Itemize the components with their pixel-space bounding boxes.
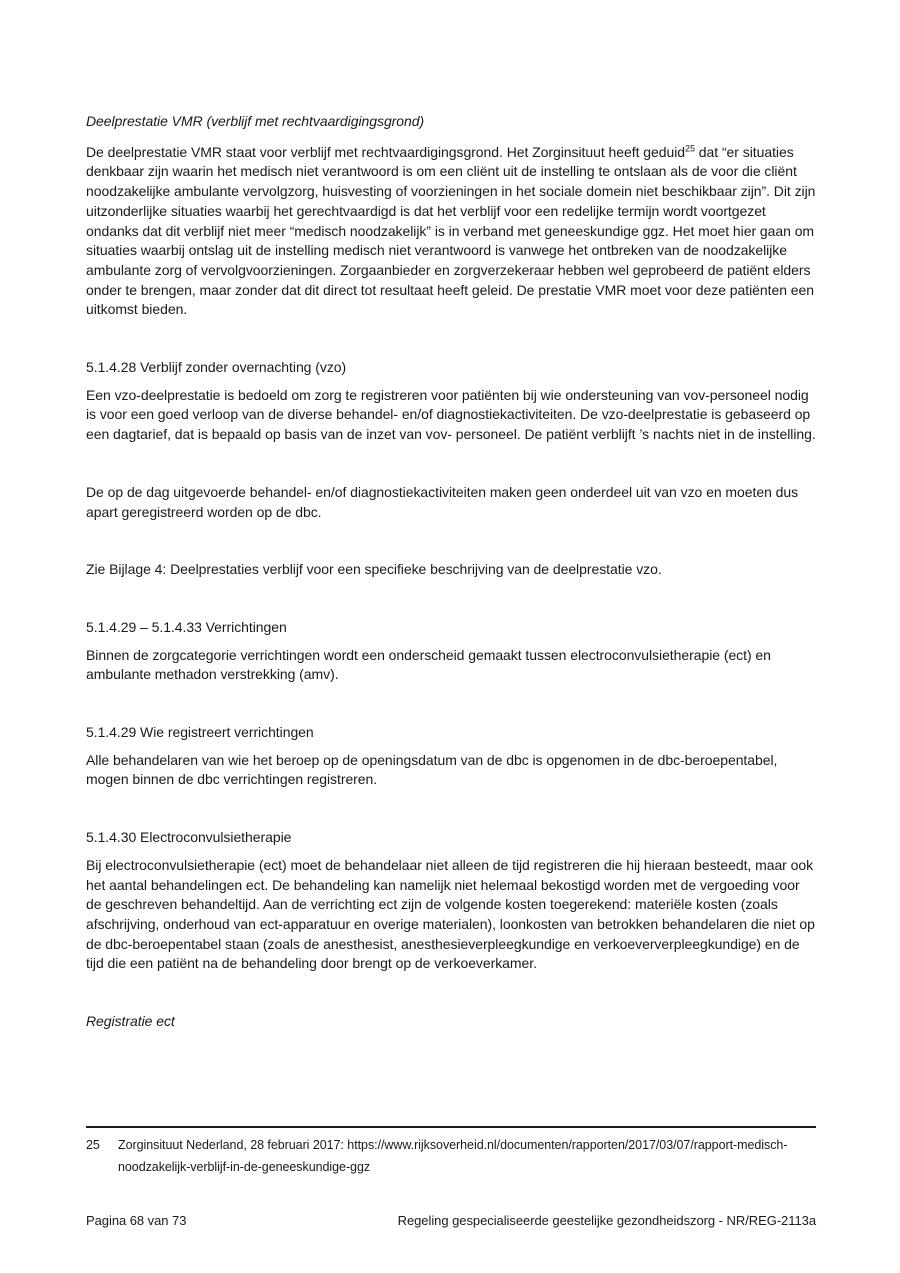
footnote-divider xyxy=(86,1126,816,1128)
footnote-area xyxy=(86,1126,816,1178)
paragraph-vmr xyxy=(86,143,816,320)
paragraph-vzo-dbc: De op de dag uitgevoerde behandel- en/of diagnostiekactiviteiten maken geen onderdeel uit van vzo en moeten dus apart geregistreerd worden op de dbc. xyxy=(86,483,799,520)
paragraph-vmr-text-before: De deelprestatie VMR staat voor verblijf met rechtvaardigingsgrond. Het Zorginsituut heeft geduid xyxy=(86,143,686,160)
footnote-25 xyxy=(86,1135,816,1178)
footer-document-reference: Regeling gespecialiseerde geestelijke gezondheidszorg - NR/REG-2113a xyxy=(397,1213,816,1228)
subheading-deelprestatie-vmr: Deelprestatie VMR (verblijf met rechtvaardigingsgrond) xyxy=(86,113,425,129)
page-footer xyxy=(86,1212,816,1229)
footnote-ref-25: 25 xyxy=(685,143,695,154)
heading-5-1-4-28-verblijf-zonder-overnachting: 5.1.4.28 Verblijf zonder overnachting (vzo) xyxy=(86,359,347,376)
subheading-registratie-ect: Registratie ect xyxy=(86,1013,175,1030)
heading-5-1-4-29-33-verrichtingen: 5.1.4.29 – 5.1.4.33 Verrichtingen xyxy=(86,618,287,635)
paragraph-vmr-text-after: dat “er situaties denkbaar zijn waarin het medisch niet verantwoord is om een cliënt uit de instelling te ontslaan als de voor die cliënt noodzakelijke ambulante vervolgzorg, huisvesting of voorzieningen in het sociale domein niet beschikbaar zijn”. Dit zijn uitzonderlijke situaties waarbij het gerechtvaardigd is dat het verblijf voor een redelijke termijn wordt voortgezet ondanks dat dit verblijf niet meer “medisch noodzakelijk” is in verband met geneeskundige ggz. Het moet hier gaan om situaties waarbij ontslag uit de instelling medisch niet verantwoord is vanwege het ontbreken van de noodzakelijke ambulante zorg of vervolgvoorzieningen. Zorgaanbieder en zorgverzekeraar hebben wel geprobeerd de patiënt elders onder te brengen, maar zonder dat dit direct tot resultaat heeft geleid. De prestatie VMR moet voor deze patiënten een uitkomst bieden. xyxy=(86,143,816,318)
heading-5-1-4-30-electroconvulsietherapie: 5.1.4.30 Electroconvulsietherapie xyxy=(86,829,292,846)
heading-5-1-4-29-wie-registreert: 5.1.4.29 Wie registreert verrichtingen xyxy=(86,724,314,741)
footer-page-indicator: Pagina 68 van 73 xyxy=(86,1213,187,1228)
paragraph-verrichtingen: Binnen de zorgcategorie verrichtingen wordt een onderscheid gemaakt tussen electroconvulsietherapie (ect) en ambulante methadon verstrekking (amv). xyxy=(86,646,771,683)
paragraph-ect: Bij electroconvulsietherapie (ect) moet de behandelaar niet alleen de tijd registreren die hij hieraan besteedt, maar ook het aantal behandelingen ect. De behandeling kan namelijk niet helemaal bekostigd worden met de vergoeding voor de geschreven behandeltijd. Aan de verrichting ect zijn de volgende kosten toegerekend: materiële kosten (zoals afschrijving, onderhoud van ect-apparatuur en overige materialen), loonkosten van betrokken behandelaren die niet op de dbc-beroepentabel staan (zoals de anesthesist, anesthesieverpleegkundige en verkoeververpleegkundige) en de tijd die een patiënt na de behandeling door brengt op de verkoeverkamer. xyxy=(86,856,815,972)
document-content xyxy=(86,112,816,1032)
paragraph-vzo-bijlage: Zie Bijlage 4: Deelprestaties verblijf voor een specifieke beschrijving van de deelprestatie vzo. xyxy=(86,561,662,578)
footnote-text: Zorginsituut Nederland, 28 februari 2017: https://www.rijksoverheid.nl/documenten/rapporten/2017/03/07/rapport-medisch-noodzakelijk-verblijf-in-de-geneeskundige-ggz xyxy=(118,1138,788,1174)
paragraph-wie-registreert: Alle behandelaren van wie het beroep op de openingsdatum van de dbc is opgenomen in de dbc-beroepentabel, mogen binnen de dbc verrichtingen registreren. xyxy=(86,751,778,788)
paragraph-vzo-definition: Een vzo-deelprestatie is bedoeld om zorg te registreren voor patiënten bij wie ondersteuning van vov-personeel nodig is voor een goed verloop van de diverse behandel- en/of diagnostiekactiviteiten. De vzo-deelprestatie is gebaseerd op een dagtarief, dat is bepaald op basis van de inzet van vov- personeel. De patiënt verblijft ’s nachts niet in de instelling. xyxy=(86,386,816,443)
footnote-number: 25 xyxy=(86,1138,100,1152)
